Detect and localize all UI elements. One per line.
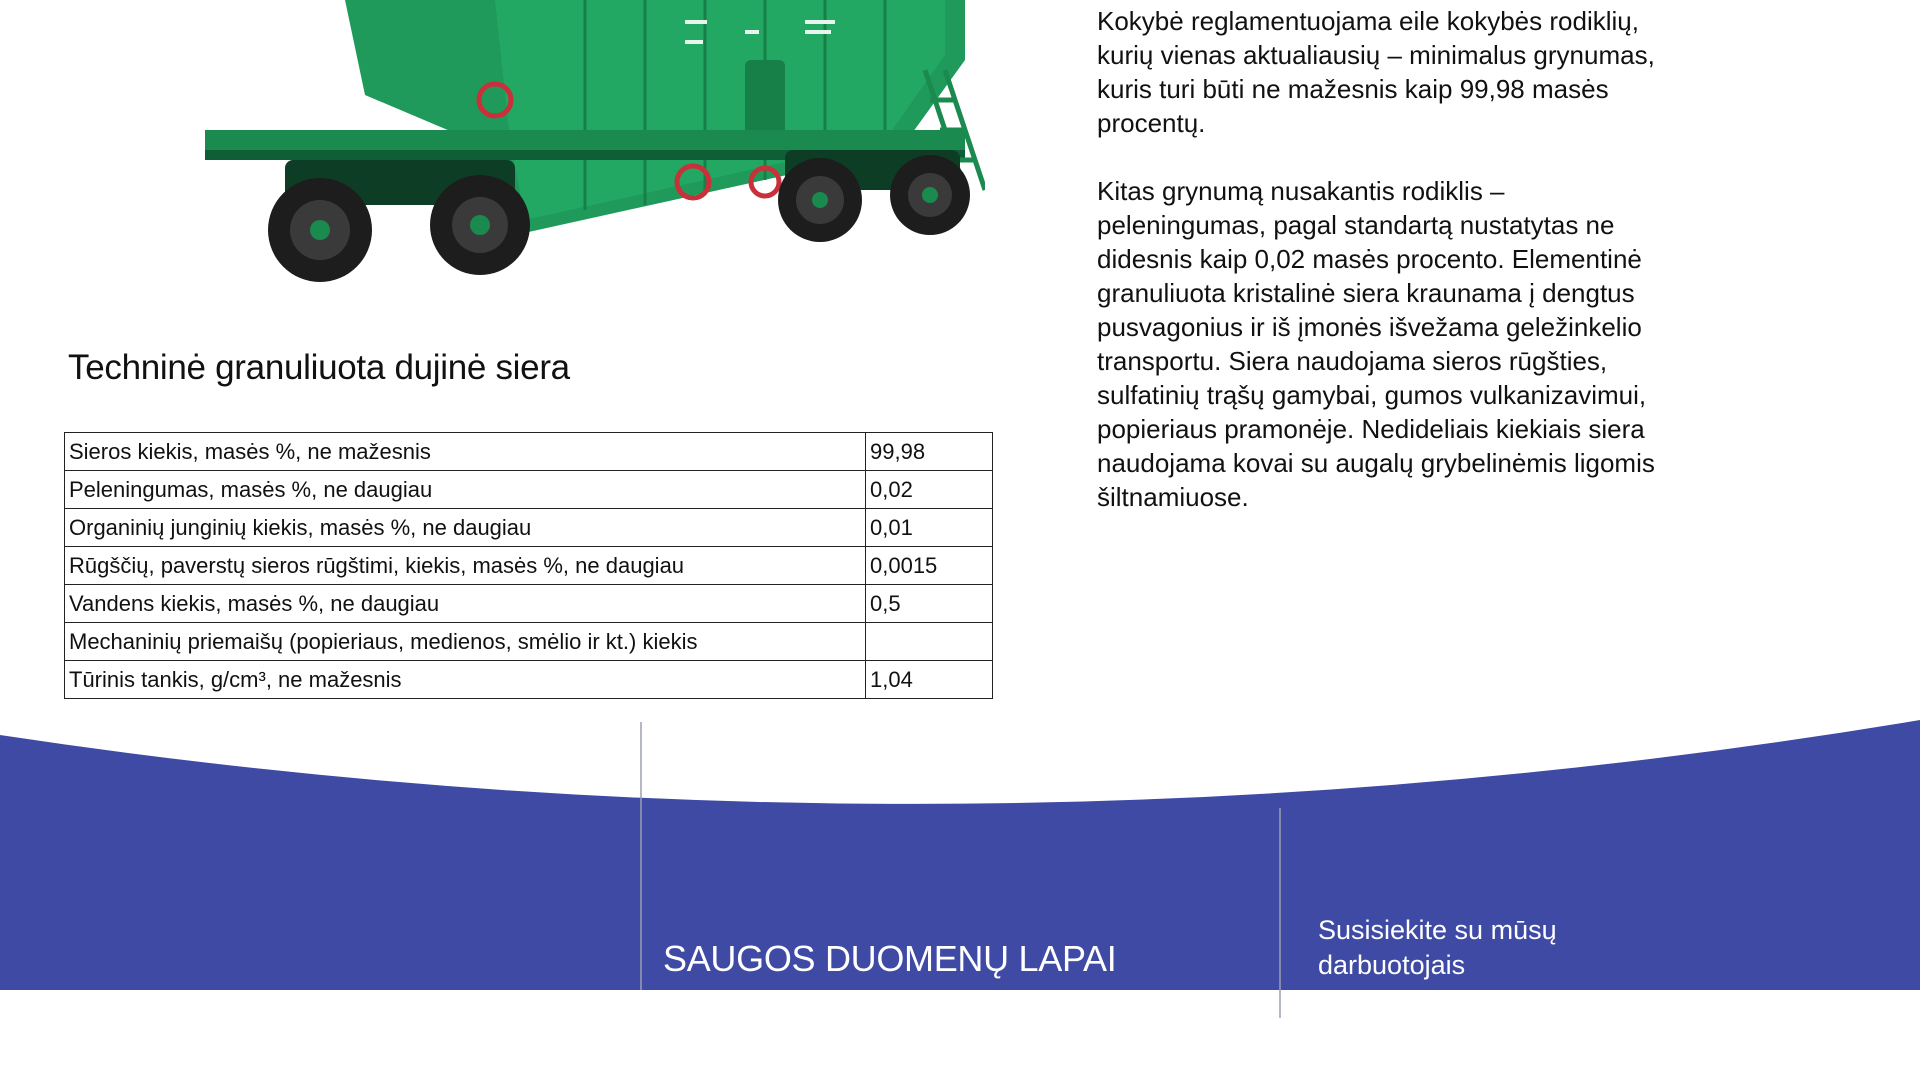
spec-name: Mechaninių priemaišų (popieriaus, medienos, smėlio ir kt.) kiekis (65, 623, 866, 661)
contact-staff-link[interactable]: Susisiekite su mūsų darbuotojais (1318, 915, 1557, 980)
spec-value: 0,02 (866, 471, 993, 509)
spec-value: 0,0015 (866, 547, 993, 585)
description-paragraph: Kokybė reglamentuojama eile kokybės rodiklių, kurių vienas aktualiausių – minimalus grynumas, kuris turi būti ne mažesnis kaip 99,98 masės procentų. (1097, 6, 1655, 138)
spec-name: Peleningumas, masės %, ne daugiau (65, 471, 866, 509)
description-paragraph: Kitas grynumą nusakantis rodiklis – peleningumas, pagal standartą nustatytas ne didesnis kaip 0,02 masės procento. Elementinė granuliuota kristalinė siera kraunama į dengtus pusvagonius ir iš įmonės išvežama geležinkelio transportu. Siera naudojama sieros rūgšties, sulfatinių trąšų gamybai, gumos vulkanizavimui, popieriaus pramonėje. Nedideliais kiekiais siera naudojama kovai su augalų grybelinėmis ligomis šiltnamiuose. (1097, 176, 1655, 512)
product-title: Techninė granuliuota dujinė siera (68, 348, 570, 387)
spec-name: Sieros kiekis, masės %, ne mažesnis (65, 433, 866, 471)
spec-name: Vandens kiekis, masės %, ne daugiau (65, 585, 866, 623)
spec-name: Tūrinis tankis, g/cm³, ne mažesnis (65, 661, 866, 699)
spec-value: 1,04 (866, 661, 993, 699)
safety-data-sheets-link[interactable]: SAUGOS DUOMENŲ LAPAI (663, 938, 1117, 979)
spec-name: Rūgščių, paverstų sieros rūgštimi, kiekis, masės %, ne daugiau (65, 547, 866, 585)
spec-value: 0,5 (866, 585, 993, 623)
spec-value: 99,98 (866, 433, 993, 471)
spec-value: 0,01 (866, 509, 993, 547)
spec-name: Organinių junginių kiekis, masės %, ne daugiau (65, 509, 866, 547)
